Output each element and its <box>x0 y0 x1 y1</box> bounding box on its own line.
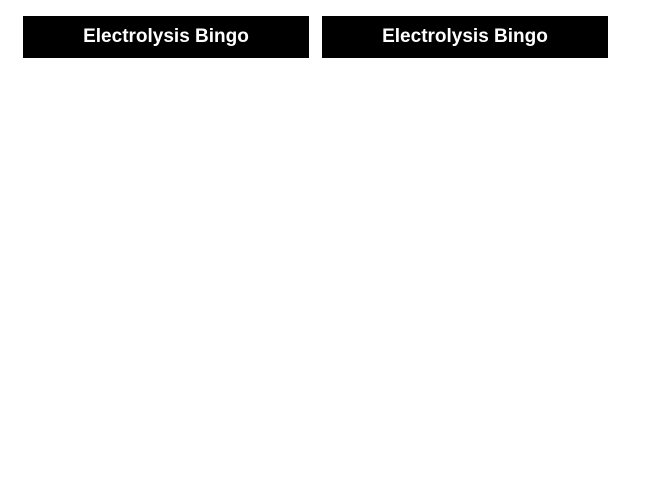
card-title: Electrolysis Bingo <box>322 16 608 58</box>
bingo-card-left <box>23 16 309 58</box>
bingo-card-right <box>322 16 608 58</box>
card-title: Electrolysis Bingo <box>23 16 309 58</box>
